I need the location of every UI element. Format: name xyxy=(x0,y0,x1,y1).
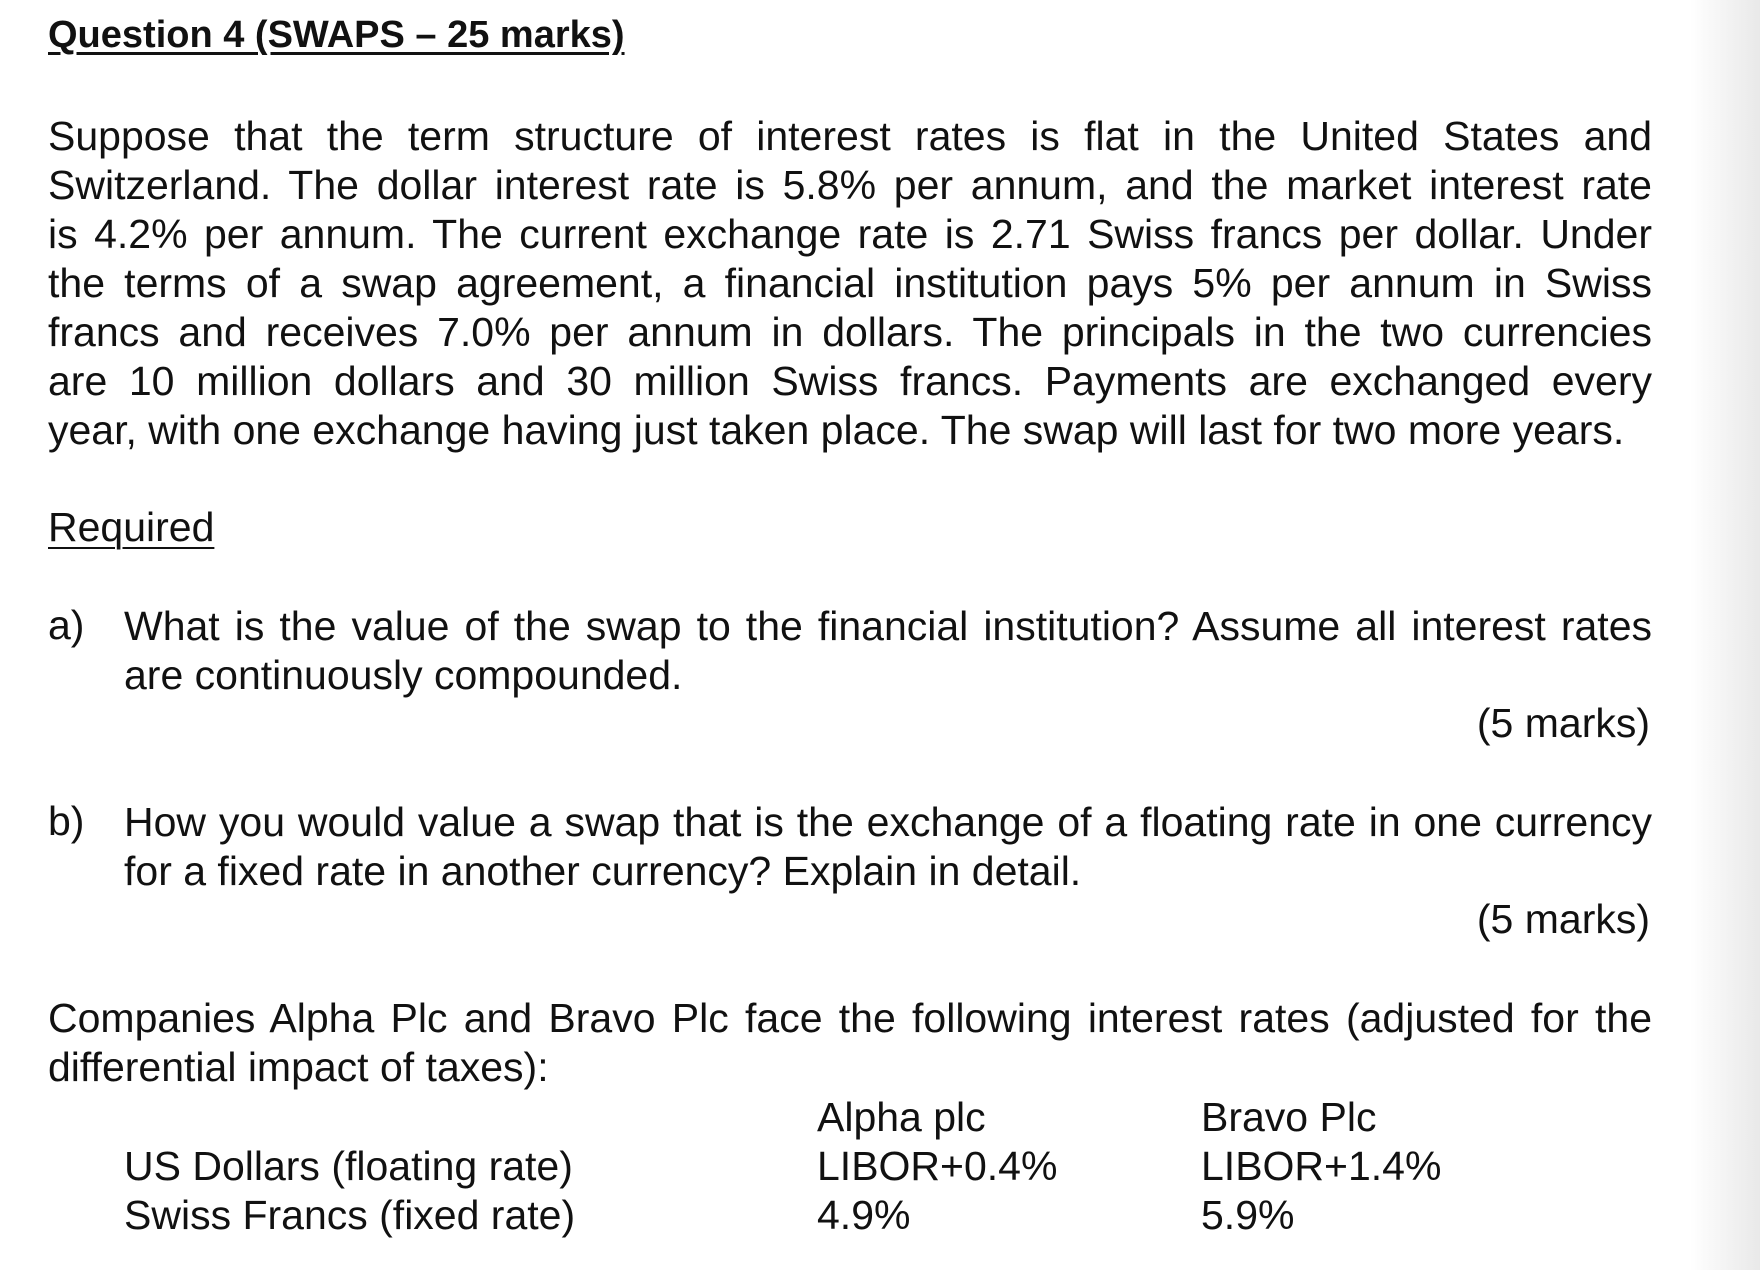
paragraph-line: francs and receives 7.0% per annum in dollars. The principals in the two currencies xyxy=(48,309,1652,355)
row-label-usd: US Dollars (floating rate) xyxy=(124,1143,573,1189)
cell-bravo-usd: LIBOR+1.4% xyxy=(1201,1143,1442,1189)
paragraph-line: are 10 million dollars and 30 million Swiss francs. Payments are exchanged every xyxy=(48,358,1652,404)
scenario-paragraph xyxy=(48,112,1652,455)
question-line: What is the value of the swap to the financial institution? Assume all interest rates xyxy=(124,603,1652,649)
required-label: Required xyxy=(48,504,215,550)
cell-alpha-usd: LIBOR+0.4% xyxy=(817,1143,1058,1189)
question-a-letter: a) xyxy=(48,602,85,648)
paragraph-line: is 4.2% per annum. The current exchange rate is 2.71 Swiss francs per dollar. Under xyxy=(48,211,1652,257)
companies-paragraph xyxy=(48,994,1652,1092)
question-b-text xyxy=(124,798,1652,896)
paragraph-line: Companies Alpha Plc and Bravo Plc face the following interest rates (adjusted for the xyxy=(48,995,1652,1041)
paragraph-line: differential impact of taxes): xyxy=(48,1044,549,1090)
question-line: How you would value a swap that is the exchange of a floating rate in one currency xyxy=(124,799,1652,845)
paragraph-line: Suppose that the term structure of interest rates is flat in the United States and xyxy=(48,113,1652,159)
header-bravo: Bravo Plc xyxy=(1201,1094,1377,1140)
question-b-marks: (5 marks) xyxy=(1476,896,1650,942)
paragraph-line: year, with one exchange having just taken place. The swap will last for two more years. xyxy=(48,407,1625,453)
question-line: are continuously compounded. xyxy=(124,652,683,698)
question-heading: Question 4 (SWAPS – 25 marks) xyxy=(48,14,625,56)
question-a-marks: (5 marks) xyxy=(1476,700,1650,746)
question-line: for a fixed rate in another currency? Explain in detail. xyxy=(124,848,1082,894)
paragraph-line: the terms of a swap agreement, a financial institution pays 5% per annum in Swiss xyxy=(48,260,1652,306)
row-label-chf: Swiss Francs (fixed rate) xyxy=(124,1192,576,1238)
cell-bravo-chf: 5.9% xyxy=(1201,1192,1295,1238)
cell-alpha-chf: 4.9% xyxy=(817,1192,911,1238)
paragraph-line: Switzerland. The dollar interest rate is 5.8% per annum, and the market interest rate xyxy=(48,162,1652,208)
question-b-letter: b) xyxy=(48,798,85,844)
question-a-text xyxy=(124,602,1652,700)
header-alpha: Alpha plc xyxy=(817,1094,986,1140)
